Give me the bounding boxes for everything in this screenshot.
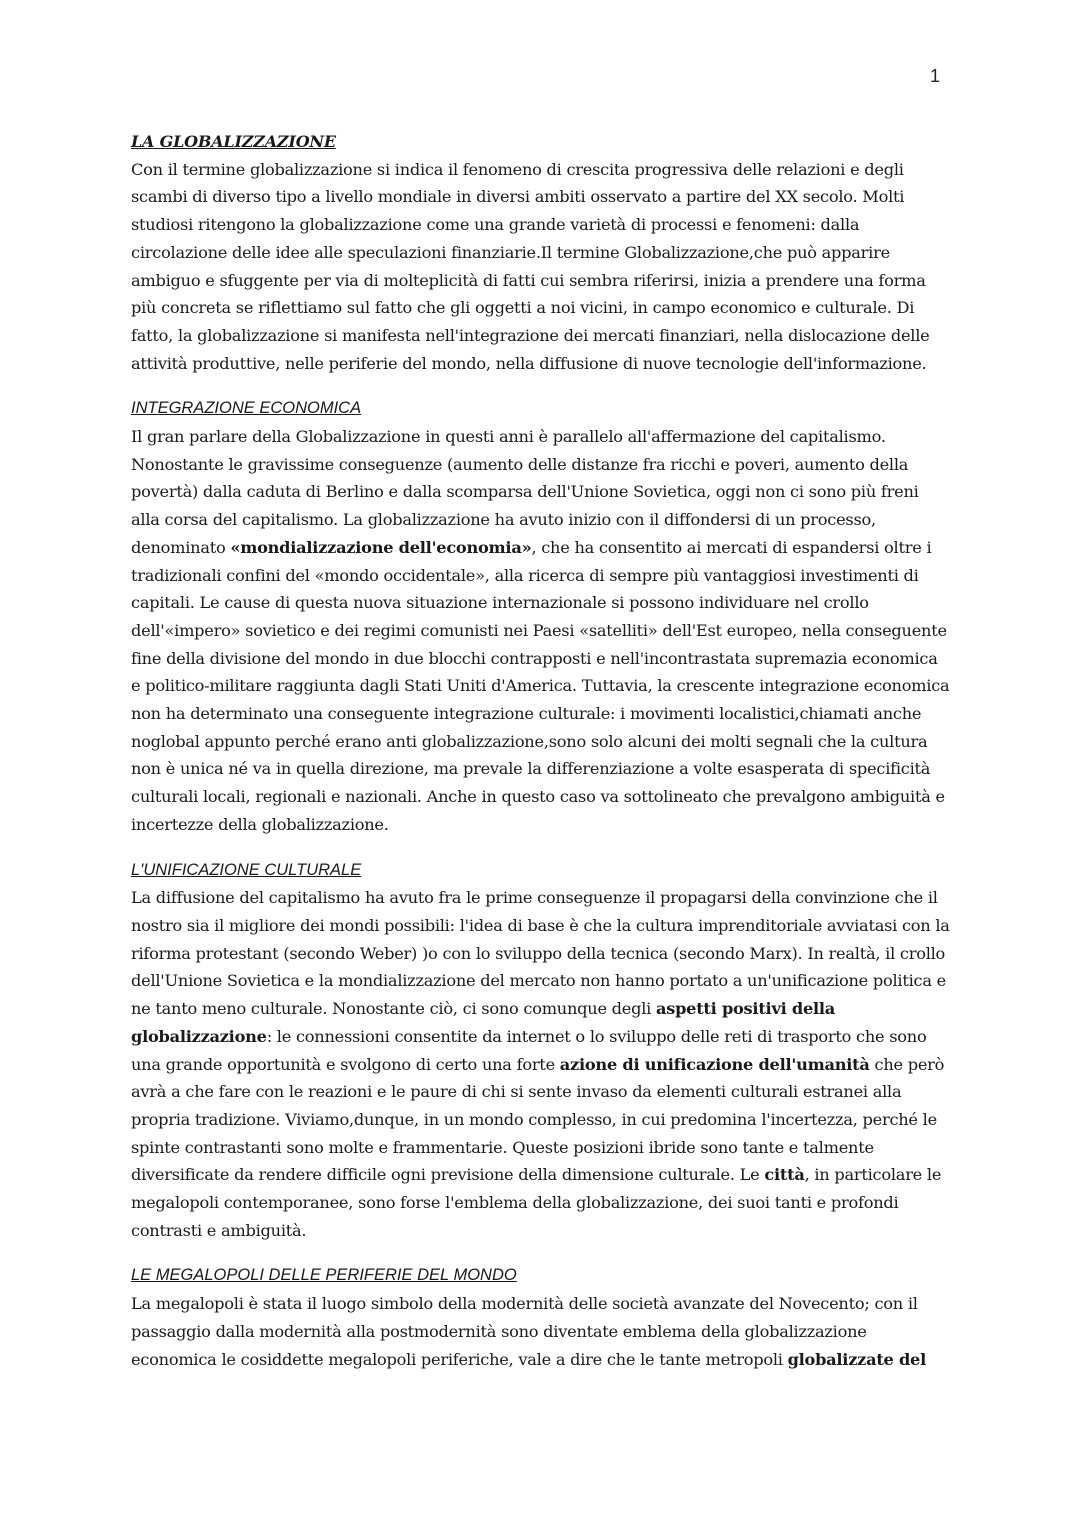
bold-text-run: «mondializzazione dell'economia» [230,537,532,557]
bold-text-run: azione di unificazione dell'umanità [559,1054,870,1074]
section-paragraph [131,156,951,378]
section-paragraph [131,1290,951,1373]
section-unificazione-culturale [131,857,951,1245]
document-body [131,128,951,1391]
section-paragraph [131,423,951,839]
section-megalopoli [131,1262,951,1373]
text-run: che però avrà a che fare con le reazioni e le paure di chi si sente invaso da elementi culturali estranei alla propria tradizione. Viviamo,dunque, in un mondo complesso, in cui predomina l'incertezza, perché le spinte contrastanti sono molte e frammentarie. Queste posizioni ibride sono tante e talmente diversificate da rendere difficile ogni previsione della dimensione culturale. Le [131,1054,945,1185]
text-run: : le connessioni consentite da internet o lo sviluppo delle reti di trasporto che sono una grande opportunità e svolgono di certo una forte [131,1026,927,1074]
text-run: La megalopoli è stata il luogo simbolo della modernità delle società avanzate del Novecento; con il passaggio dalla modernità alla postmodernità sono diventate emblema della globalizzazione economica le cosiddette megalopoli periferiche, vale a dire che le tante metropoli [131,1294,918,1369]
text-run: La diffusione del capitalismo ha avuto fra le prime conseguenze il propagarsi della convinzione che il nostro sia il migliore dei mondi possibili: l'idea di base è che la cultura imprenditoriale avviatasi con la riforma protestant (secondo Weber) )o con lo sviluppo della tecnica (secondo Marx). In realtà, il crollo dell'Unione Sovietica e la mondializzazione del mercato non hanno portato a un'unificazione politica e ne tanto meno culturale. Nonostante ciò, ci sono comunque degli [131,888,950,1019]
section-globalizzazione [131,128,951,377]
section-heading: INTEGRAZIONE ECONOMICA [131,399,362,418]
bold-text-run: città [764,1165,805,1185]
text-run: Il gran parlare della Globalizzazione in questi anni è parallelo all'affermazione del capitalismo. Nonostante le gravissime conseguenze (aumento delle distanze fra ricchi e poveri, aumento della povertà) dalla caduta di Berlino e dalla scomparsa dell'Unione Sovietica, oggi non ci sono più freni alla corsa del capitalismo. La globalizzazione ha avuto inizio con il diffondersi di un processo, denominato [131,427,919,557]
section-integrazione-economica [131,395,951,838]
page-number: 1 [930,66,941,86]
section-paragraph [131,884,951,1244]
section-heading: LA GLOBALIZZAZIONE [131,132,336,151]
section-heading: LE MEGALOPOLI DELLE PERIFERIE DEL MONDO [131,1266,517,1285]
text-run: Con il termine globalizzazione si indica il fenomeno di crescita progressiva delle relazioni e degli scambi di diverso tipo a livello mondiale in diversi ambiti osservato a partire del XX secolo. Molti studiosi ritengono la globalizzazione come una grande varietà di processi e fenomeni: dalla circolazione delle idee alle speculazioni finanziarie.Il termine Globalizzazione,che può apparire ambiguo e sfuggente per via di molteplicità di fatti cui sembra riferirsi, inizia a prendere una forma più concreta se riflettiamo sul fatto che gli oggetti a noi vicini, in campo economico e culturale. Di fatto, la globalizzazione si manifesta nell'integrazione dei mercati finanziari, nella dislocazione delle attività produttive, nelle periferie del mondo, nella diffusione di nuove tecnologie dell'informazione. [131,159,930,373]
section-heading: L'UNIFICAZIONE CULTURALE [131,860,362,879]
text-run: , in particolare le megalopoli contemporanee, sono forse l'emblema della globalizzazione, dei suoi tanti e profondi contrasti e ambiguità. [131,1165,942,1240]
bold-text-run: globalizzate del [787,1349,927,1369]
text-run: , che ha consentito ai mercati di espandersi oltre i tradizionali confini del «mondo occidentale», alla ricerca di sempre più vantaggiosi investimenti di capitali. Le cause di questa nuova situazione internazionale si possono individuare nel crollo dell'«impero» sovietico e dei regimi comunisti nei Paesi «satelliti» dell'Est europeo, nella conseguente fine della divisione del mondo in due blocchi contrapposti e nell'incontrastata supremazia economica e politico-militare raggiunta dagli Stati Uniti d'America. Tuttavia, la crescente integrazione economica non ha determinato una conseguente integrazione culturale: i movimenti localistici,chiamati anche noglobal appunto perché erano anti globalizzazione,sono solo alcuni dei molti segnali che la cultura non è unica né va in quella direzione, ma prevale la differenziazione a volte esasperata di specificità culturali locali, regionali e nazionali. Anche in questo caso va sottolineato che prevalgono ambiguità e incertezze della globalizzazione. [131,537,950,834]
bold-text-run: aspetti positivi della globalizzazione [131,999,836,1046]
